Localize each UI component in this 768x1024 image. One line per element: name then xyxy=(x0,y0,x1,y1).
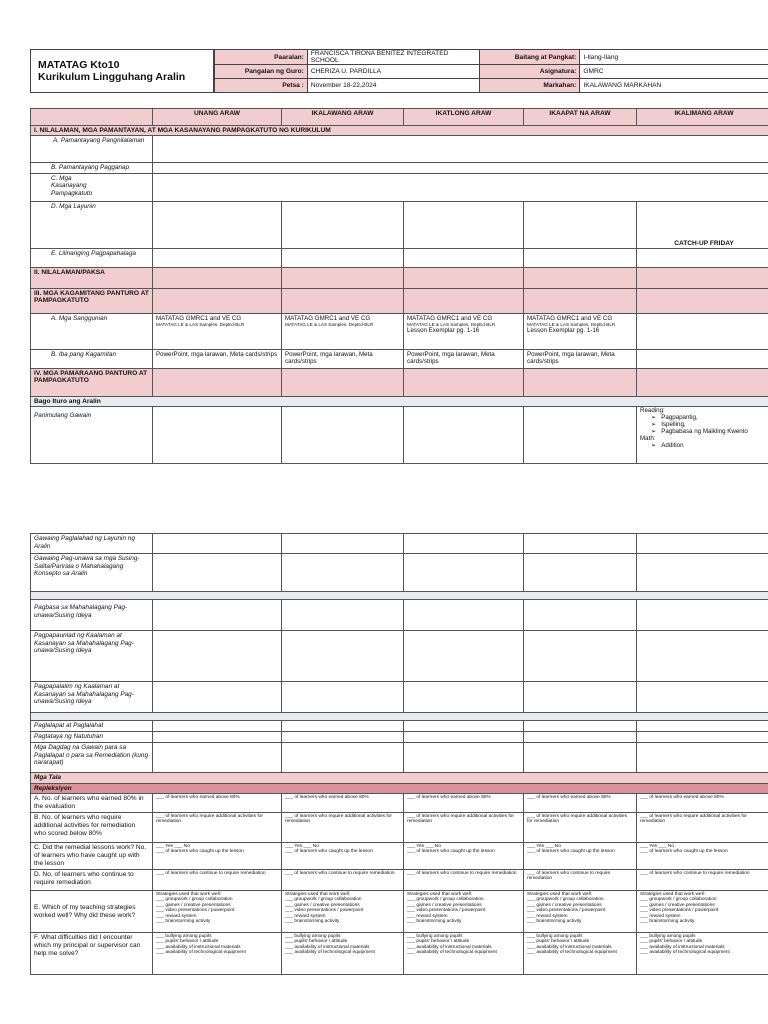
answer-b[interactable]: ___ of learners who require additional activities for remediation xyxy=(153,813,282,843)
subject-value: GMRC xyxy=(580,65,768,79)
answer-e[interactable]: Strategies used that work well: ___ groupwork / group collaboration ___ games / creative presentations ___ video presentations / powerpoint ___ reward system ___ brainstorming activity xyxy=(404,891,524,933)
pagpapahalaga-day4[interactable] xyxy=(524,248,637,267)
cell[interactable] xyxy=(153,743,282,773)
cell[interactable] xyxy=(282,631,404,682)
cell[interactable] xyxy=(404,732,524,743)
reading-list xyxy=(640,414,768,435)
section-3-title: III. MGA KAGAMITANG PANTURO AT PAMPAGKATUTO xyxy=(31,288,153,313)
row-label-kasanayang-pampagkatuto: C. Mga Kasanayang Pampagkatuto xyxy=(31,173,153,201)
cell[interactable] xyxy=(282,534,404,554)
answer-c[interactable]: ___ Yes ___ No ___ of learners who caught up the lesson xyxy=(637,843,768,870)
row-label-pagbasa: Pagbasa sa Mahahalagang Pag-unawa/Susing Ideya xyxy=(31,600,153,631)
cell[interactable] xyxy=(637,721,768,732)
answer-a[interactable]: ___ of learners who earned above 80% xyxy=(637,794,768,813)
quarter-label: Markahan: xyxy=(479,79,580,93)
cell[interactable] xyxy=(524,732,637,743)
question-e: E. Which of my teaching strategies worked well? Why did these work? xyxy=(31,891,153,933)
date-value: November 18-22,2024 xyxy=(307,79,479,93)
date-label: Petsa : xyxy=(215,79,308,93)
cell[interactable] xyxy=(282,600,404,631)
row-label-pamantayang-pangnilalaman: A. Pamantayang Pangnilalaman xyxy=(31,136,153,163)
bago-ituro-header: Bago Ituro ang Aralin xyxy=(31,396,768,406)
row-label-paglalapat: Paglalapat at Paglalahat xyxy=(31,721,153,732)
cell[interactable] xyxy=(404,554,524,592)
sanggunian-day2: MATATAG GMRC1 and VE CG MATATAG LE & LAS Samples. DepEd-BLR xyxy=(282,313,404,349)
answer-d[interactable]: ___ of learners who continue to require remediation xyxy=(637,870,768,891)
row-label-pag-unawa: Gawaing Pag-unawa sa mga Susing- Salita/Parirala o Mahahalagang Konsepto sa Aralin xyxy=(31,554,153,592)
panimula-day4[interactable] xyxy=(524,406,637,463)
day-3-header: IKATLONG ARAW xyxy=(404,109,524,126)
question-f: F. What difficulties did I encounter which my principal or supervisor can help me solve? xyxy=(31,933,153,975)
row-label-iba-pang-kagamitan: B. Iba pang Kagamitan xyxy=(31,349,153,368)
cell[interactable] xyxy=(404,600,524,631)
answer-e[interactable]: Strategies used that work well: ___ groupwork / group collaboration ___ games / creative presentations ___ video presentations / powerpoint ___ reward system ___ brainstorming activity xyxy=(153,891,282,933)
cell[interactable] xyxy=(524,534,637,554)
answer-b[interactable]: ___ of learners who require additional activities for remediation xyxy=(637,813,768,843)
question-d: D. No. of learners who continue to require remediation xyxy=(31,870,153,891)
answer-c[interactable]: ___ Yes ___ No ___ of learners who caught up the lesson xyxy=(524,843,637,870)
cell[interactable] xyxy=(637,682,768,713)
paksa-day3[interactable] xyxy=(404,267,524,288)
reading-item: ➢ Ispelling, xyxy=(652,421,768,428)
answer-f[interactable]: ___ bullying among pupils ___ pupils' behavior / attitude ___ availability of instructional materials ___ availability of technological equipment xyxy=(404,933,524,975)
answer-a[interactable]: ___ of learners who earned above 80% xyxy=(282,794,404,813)
reading-item: ➢ Pagbabasa ng Maikling Kwento xyxy=(652,428,768,435)
cell[interactable] xyxy=(153,721,282,732)
title-line-1: MATATAG Kto10 xyxy=(38,59,120,71)
answer-e[interactable]: Strategies used that work well: ___ groupwork / group collaboration ___ games / creative presentations ___ video presentations / powerpoint ___ reward system ___ brainstorming activity xyxy=(524,891,637,933)
math-item: ➢ Addition xyxy=(652,442,768,449)
answer-d[interactable]: ___ of learners who continue to require remediation xyxy=(524,870,637,891)
subject-label: Asignatura: xyxy=(479,65,580,79)
cell[interactable] xyxy=(404,631,524,682)
cell[interactable] xyxy=(153,732,282,743)
lesson-plan-table-page2 xyxy=(30,533,768,975)
repleksiyon-header: Repleksiyon xyxy=(31,783,768,794)
kagamitan-day2: PowerPoint, mga larawan, Meta cards/strips xyxy=(282,349,404,368)
day-header-row xyxy=(31,109,768,126)
question-c: C. Did the remedial lessons work? No. of learners who have caught up with the lesson xyxy=(31,843,153,870)
cell[interactable] xyxy=(282,732,404,743)
cell[interactable] xyxy=(404,721,524,732)
answer-c[interactable]: ___ Yes ___ No ___ of learners who caught up the lesson xyxy=(282,843,404,870)
paksa-day1[interactable] xyxy=(153,267,282,288)
answer-b[interactable]: ___ of learners who require additional activities for remediation xyxy=(524,813,637,843)
answer-c[interactable]: ___ Yes ___ No ___ of learners who caught up the lesson xyxy=(153,843,282,870)
cell[interactable] xyxy=(153,631,282,682)
cell[interactable] xyxy=(524,631,637,682)
layunin-day3[interactable] xyxy=(404,201,524,248)
row-label-paglalahad-layunin: Gawaing Paglalahad ng Layunin ng Aralin xyxy=(31,534,153,554)
school-label: Paaralan: xyxy=(215,50,308,65)
pagpapahalaga-day5[interactable] xyxy=(637,248,768,267)
pamantayang-pangnilalaman-cell[interactable] xyxy=(153,136,768,163)
row-label-pagpapaunlad: Pagpapaunlad ng Kaalaman at Kasanayan sa Mahahalagang Pag-unawa/Susing Ideya xyxy=(31,631,153,682)
paksa-day5[interactable] xyxy=(637,267,768,288)
paksa-day4[interactable] xyxy=(524,267,637,288)
answer-f[interactable]: ___ bullying among pupils ___ pupils' behavior / attitude ___ availability of instructional materials ___ availability of technological equipment xyxy=(153,933,282,975)
cell[interactable] xyxy=(404,743,524,773)
lesson-plan-table-page1 xyxy=(30,108,768,464)
row-label-pamantayang-pagganap: B. Pamantayang Pagganap xyxy=(31,163,153,174)
cell[interactable] xyxy=(153,600,282,631)
day-1-header: UNANG ARAW xyxy=(153,109,282,126)
row-label-dagdag-gawain: Mga Dagdag na Gawain para sa Paglalapat o para sa Remediation (kung nararapat) xyxy=(31,743,153,773)
pagpapahalaga-day2[interactable] xyxy=(282,248,404,267)
answer-b[interactable]: ___ of learners who require additional activities for remediation xyxy=(404,813,524,843)
cell[interactable] xyxy=(524,600,637,631)
math-list xyxy=(640,442,768,449)
teacher-label: Pangalan ng Guro: xyxy=(215,65,308,79)
cell[interactable] xyxy=(524,721,637,732)
cell[interactable] xyxy=(637,600,768,631)
panimula-day1[interactable] xyxy=(153,406,282,463)
cell[interactable] xyxy=(404,682,524,713)
pagpapahalaga-day1[interactable] xyxy=(153,248,282,267)
cell[interactable] xyxy=(524,743,637,773)
answer-e[interactable]: Strategies used that work well: ___ groupwork / group collaboration ___ games / creative presentations ___ video presentations / powerpoint ___ reward system ___ brainstorming activity xyxy=(637,891,768,933)
row-label-pagpapalalim: Pagpapalalim ng Kaalaman at Kasanayan sa Mahahalagang Pag-unawa/Susing Ideya xyxy=(31,682,153,713)
day-5-header: IKALIMANG ARAW xyxy=(637,109,768,126)
cell[interactable] xyxy=(524,682,637,713)
answer-f[interactable]: ___ bullying among pupils ___ pupils' behavior / attitude ___ availability of instructional materials ___ availability of technological equipment xyxy=(282,933,404,975)
cell[interactable] xyxy=(404,534,524,554)
kagamitan-day4: PowerPoint, mga larawan, Meta cards/strips xyxy=(524,349,637,368)
pagpapahalaga-day3[interactable] xyxy=(404,248,524,267)
quarter-value: IKALAWANG MARKAHAN xyxy=(580,79,768,93)
layunin-day4[interactable] xyxy=(524,201,637,248)
header-info-table xyxy=(214,49,768,93)
sanggunian-day3: MATATAG GMRC1 and VE CG MATATAG LE & LAS Samples. DepEd-BLR Lesson Exemplar pg. 1-16 xyxy=(404,313,524,349)
cell[interactable] xyxy=(637,743,768,773)
section-1-title: I. NILALAMAN, MGA PAMANTAYAN, AT MGA KASANAYANG PAMPAGKATUTO NG KURIKULUM xyxy=(31,126,768,136)
kagamitan-day5[interactable] xyxy=(637,349,768,368)
answer-d[interactable]: ___ of learners who continue to require remediation xyxy=(282,870,404,891)
pamantayang-pagganap-cell[interactable] xyxy=(153,163,768,174)
cell[interactable] xyxy=(282,554,404,592)
cell[interactable] xyxy=(282,721,404,732)
paksa-day2[interactable] xyxy=(282,267,404,288)
cell[interactable] xyxy=(637,631,768,682)
row-label-pagpapahalaga: E. Lilinanging Pagpapahalaga xyxy=(31,248,153,267)
layunin-day1[interactable] xyxy=(153,201,282,248)
kasanayang-pampagkatuto-cell[interactable] xyxy=(153,173,768,201)
sanggunian-day5[interactable] xyxy=(637,313,768,349)
spacer-row xyxy=(31,713,768,721)
answer-a[interactable]: ___ of learners who earned above 80% xyxy=(404,794,524,813)
answer-a[interactable]: ___ of learners who earned above 80% xyxy=(153,794,282,813)
cell[interactable] xyxy=(524,554,637,592)
answer-f[interactable]: ___ bullying among pupils ___ pupils' behavior / attitude ___ availability of instructional materials ___ availability of technological equipment xyxy=(524,933,637,975)
day-2-header: IKALAWANG ARAW xyxy=(282,109,404,126)
answer-b[interactable]: ___ of learners who require additional activities for remediation xyxy=(282,813,404,843)
day-4-header: IKAAPAT NA ARAW xyxy=(524,109,637,126)
cell[interactable] xyxy=(282,682,404,713)
section-4-title: IV. MGA PAMARAANG PANTURO AT PAMPAGKATUTO xyxy=(31,368,153,396)
panimula-day5-friday xyxy=(637,406,768,463)
document-title xyxy=(30,49,214,93)
school-value: FRANCISCA TIRONA BENITEZ INTEGRATED SCHOOL xyxy=(307,50,479,65)
sanggunian-day1: MATATAG GMRC1 and VE CG MATATAG LE & LAS Samples. DepEd-BLR xyxy=(153,313,282,349)
kagamitan-day3: PowerPoint, mga larawan, Meta cards/strips xyxy=(404,349,524,368)
cell[interactable] xyxy=(282,743,404,773)
answer-d[interactable]: ___ of learners who continue to require remediation xyxy=(153,870,282,891)
answer-d[interactable]: ___ of learners who continue to require remediation xyxy=(404,870,524,891)
cell[interactable] xyxy=(637,534,768,554)
row-label-mga-layunin: D. Mga Layunin xyxy=(31,201,153,248)
answer-a[interactable]: ___ of learners who earned above 80% xyxy=(524,794,637,813)
sanggunian-day4: MATATAG GMRC1 and VE CG MATATAG LE & LAS Samples. DepEd-BLR Lesson Exemplar pg. 1-16 xyxy=(524,313,637,349)
panimula-day3[interactable] xyxy=(404,406,524,463)
answer-e[interactable]: Strategies used that work well: ___ groupwork / group collaboration ___ games / creative presentations ___ video presentations / powerpoint ___ reward system ___ brainstorming activity xyxy=(282,891,404,933)
mga-tala-header: Mga Tala xyxy=(31,773,768,784)
kagamitan-day1: PowerPoint, mga larawan, Meta cards/strips xyxy=(153,349,282,368)
answer-f[interactable]: ___ bullying among pupils ___ pupils' behavior / attitude ___ availability of instructional materials ___ availability of technological equipment xyxy=(637,933,768,975)
cell[interactable] xyxy=(153,534,282,554)
cell[interactable] xyxy=(153,554,282,592)
title-line-2: Kurikulum Lingguhang Aralin xyxy=(38,71,186,83)
math-title: Math: xyxy=(640,434,656,442)
spacer-row xyxy=(31,592,768,600)
row-label-pagtataya: Pagtataya ng Natutuhan xyxy=(31,732,153,743)
cell[interactable] xyxy=(153,682,282,713)
answer-c[interactable]: ___ Yes ___ No ___ of learners who caught up the lesson xyxy=(404,843,524,870)
cell[interactable] xyxy=(637,554,768,592)
cell[interactable] xyxy=(637,732,768,743)
row-label-panimulang-gawain: Panimulang Gawain xyxy=(31,406,153,463)
reading-item: ➢ Pagpapantig, xyxy=(652,414,768,421)
row-label-sanggunian: A. Mga Sanggunian xyxy=(31,313,153,349)
corner-cell xyxy=(31,109,153,126)
catch-up-friday: CATCH-UP FRIDAY xyxy=(637,201,768,248)
question-b: B. No. of learners who require additional activities for remediation who scored below 80% xyxy=(31,813,153,843)
grade-value: I-Ilang-Ilang xyxy=(580,50,768,65)
question-a: A. No. of learners who earned 80% in the evaluation xyxy=(31,794,153,813)
reading-title: Reading: xyxy=(640,406,665,414)
section-2-title: II. NILALAMAN/PAKSA xyxy=(31,267,153,288)
teacher-value: CHERIZA U. PARDILLA xyxy=(307,65,479,79)
layunin-day2[interactable] xyxy=(282,201,404,248)
panimula-day2[interactable] xyxy=(282,406,404,463)
grade-label: Baitang at Pangkat: xyxy=(479,50,580,65)
